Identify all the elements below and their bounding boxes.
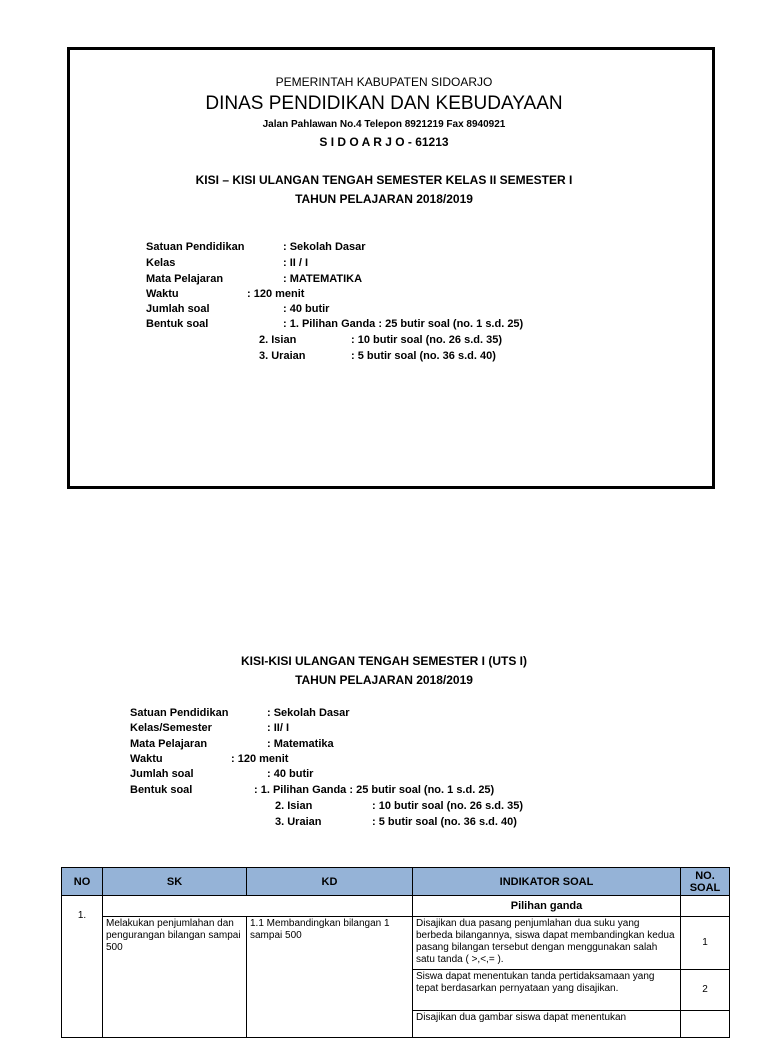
cover-isian-label: 2. Isian [259, 334, 297, 346]
p2-waktu-value: : 120 menit [231, 753, 289, 765]
p2-waktu-label: Waktu [130, 753, 163, 765]
p2-bentuk-label: Bentuk soal [130, 784, 193, 796]
cover-isian-value: : 10 butir soal (no. 26 s.d. 35) [351, 334, 502, 346]
p2-kelas-label: Kelas/Semester [130, 722, 212, 734]
p2-bentuk-value: : 1. Pilihan Ganda : 25 butir soal (no. 1 s.d. 25) [254, 784, 495, 796]
kd-cell: 1.1 Membandingkan bilangan 1 sampai 500 [247, 917, 413, 1038]
header-kd: KD [247, 868, 413, 896]
table-header-row [62, 868, 730, 896]
cover-bentuk-label: Bentuk soal [146, 318, 209, 330]
cover-kelas-label: Kelas [146, 257, 176, 269]
p2-jumlah-value: : 40 butir [267, 768, 314, 780]
soal-no-3 [681, 1011, 730, 1038]
cover-waktu-label: Waktu [146, 288, 179, 300]
p2-isian-label: 2. Isian [275, 800, 313, 812]
cover-mapel-label: Mata Pelajaran [146, 273, 224, 285]
p2-satuan-value: : Sekolah Dasar [267, 707, 350, 719]
table-row [62, 917, 730, 970]
gov-title: PEMERINTAH KABUPATEN SIDOARJO [275, 75, 493, 89]
header-no: NO [62, 868, 103, 896]
cover-jumlah-value: : 40 butir [283, 303, 330, 315]
cover-jumlah-label: Jumlah soal [146, 303, 210, 315]
dept-title: DINAS PENDIDIKAN DAN KEBUDAYAAN [205, 93, 563, 114]
page2-year: TAHUN PELAJARAN 2018/2019 [295, 673, 473, 687]
doc-year: TAHUN PELAJARAN 2018/2019 [295, 192, 473, 206]
p2-jumlah-label: Jumlah soal [130, 768, 194, 780]
cover-uraian-value: : 5 butir soal (no. 36 s.d. 40) [351, 350, 496, 362]
p2-uraian-value: : 5 butir soal (no. 36 s.d. 40) [372, 816, 517, 828]
cover-satuan-value: : Sekolah Dasar [283, 241, 366, 253]
p2-mapel-value: : Matematika [267, 738, 334, 750]
cover-waktu-value: : 120 menit [247, 288, 305, 300]
section-label: Pilihan ganda [413, 896, 681, 917]
doc-title: KISI – KISI ULANGAN TENGAH SEMESTER KELAS II SEMESTER I [195, 173, 573, 187]
p2-kelas-value: : II/ I [267, 722, 289, 734]
table-row [62, 896, 730, 917]
header-no-soal: NO. SOAL [681, 868, 730, 896]
address: Jalan Pahlawan No.4 Telepon 8921219 Fax 8940921 [262, 119, 506, 130]
page2-title: KISI-KISI ULANGAN TENGAH SEMESTER I (UTS I) [240, 654, 527, 668]
indicator-2: Siswa dapat menentukan tanda pertidaksamaan yang tepat berdasarkan pernyataan yang disajikan. [413, 970, 681, 1011]
p2-satuan-label: Satuan Pendidikan [130, 707, 229, 719]
cover-kelas-value: : II / I [283, 257, 309, 269]
header-sk: SK [103, 868, 247, 896]
soal-no-2: 2 [681, 970, 730, 1011]
p2-isian-value: : 10 butir soal (no. 26 s.d. 35) [372, 800, 523, 812]
cover-bentuk-value: : 1. Pilihan Ganda : 25 butir soal (no. 1 s.d. 25) [283, 318, 524, 330]
cover-satuan-label: Satuan Pendidikan [146, 241, 245, 253]
city: S I D O A R J O - 61213 [319, 135, 449, 149]
cover-uraian-label: 3. Uraian [259, 350, 306, 362]
p2-mapel-label: Mata Pelajaran [130, 738, 208, 750]
indicator-1: Disajikan dua pasang penjumlahan dua suku yang berbeda bilangannya, siswa dapat membandingkan kedua pasang bilangan tersebut dengan menggunakan salah satu tanda ( >,<,= ). [413, 917, 681, 970]
sk-cell: Melakukan penjumlahan dan pengurangan bilangan sampai 500 [103, 917, 247, 1038]
section-empty [681, 896, 730, 917]
kisi-table [61, 867, 730, 1038]
row-no: 1. [62, 896, 103, 1038]
p2-uraian-label: 3. Uraian [275, 816, 322, 828]
soal-no-1: 1 [681, 917, 730, 970]
cover-mapel-value: : MATEMATIKA [283, 273, 363, 285]
indicator-3: Disajikan dua gambar siswa dapat menentukan [413, 1011, 681, 1038]
section-spacer [103, 896, 413, 917]
header-indikator: INDIKATOR SOAL [413, 868, 681, 896]
